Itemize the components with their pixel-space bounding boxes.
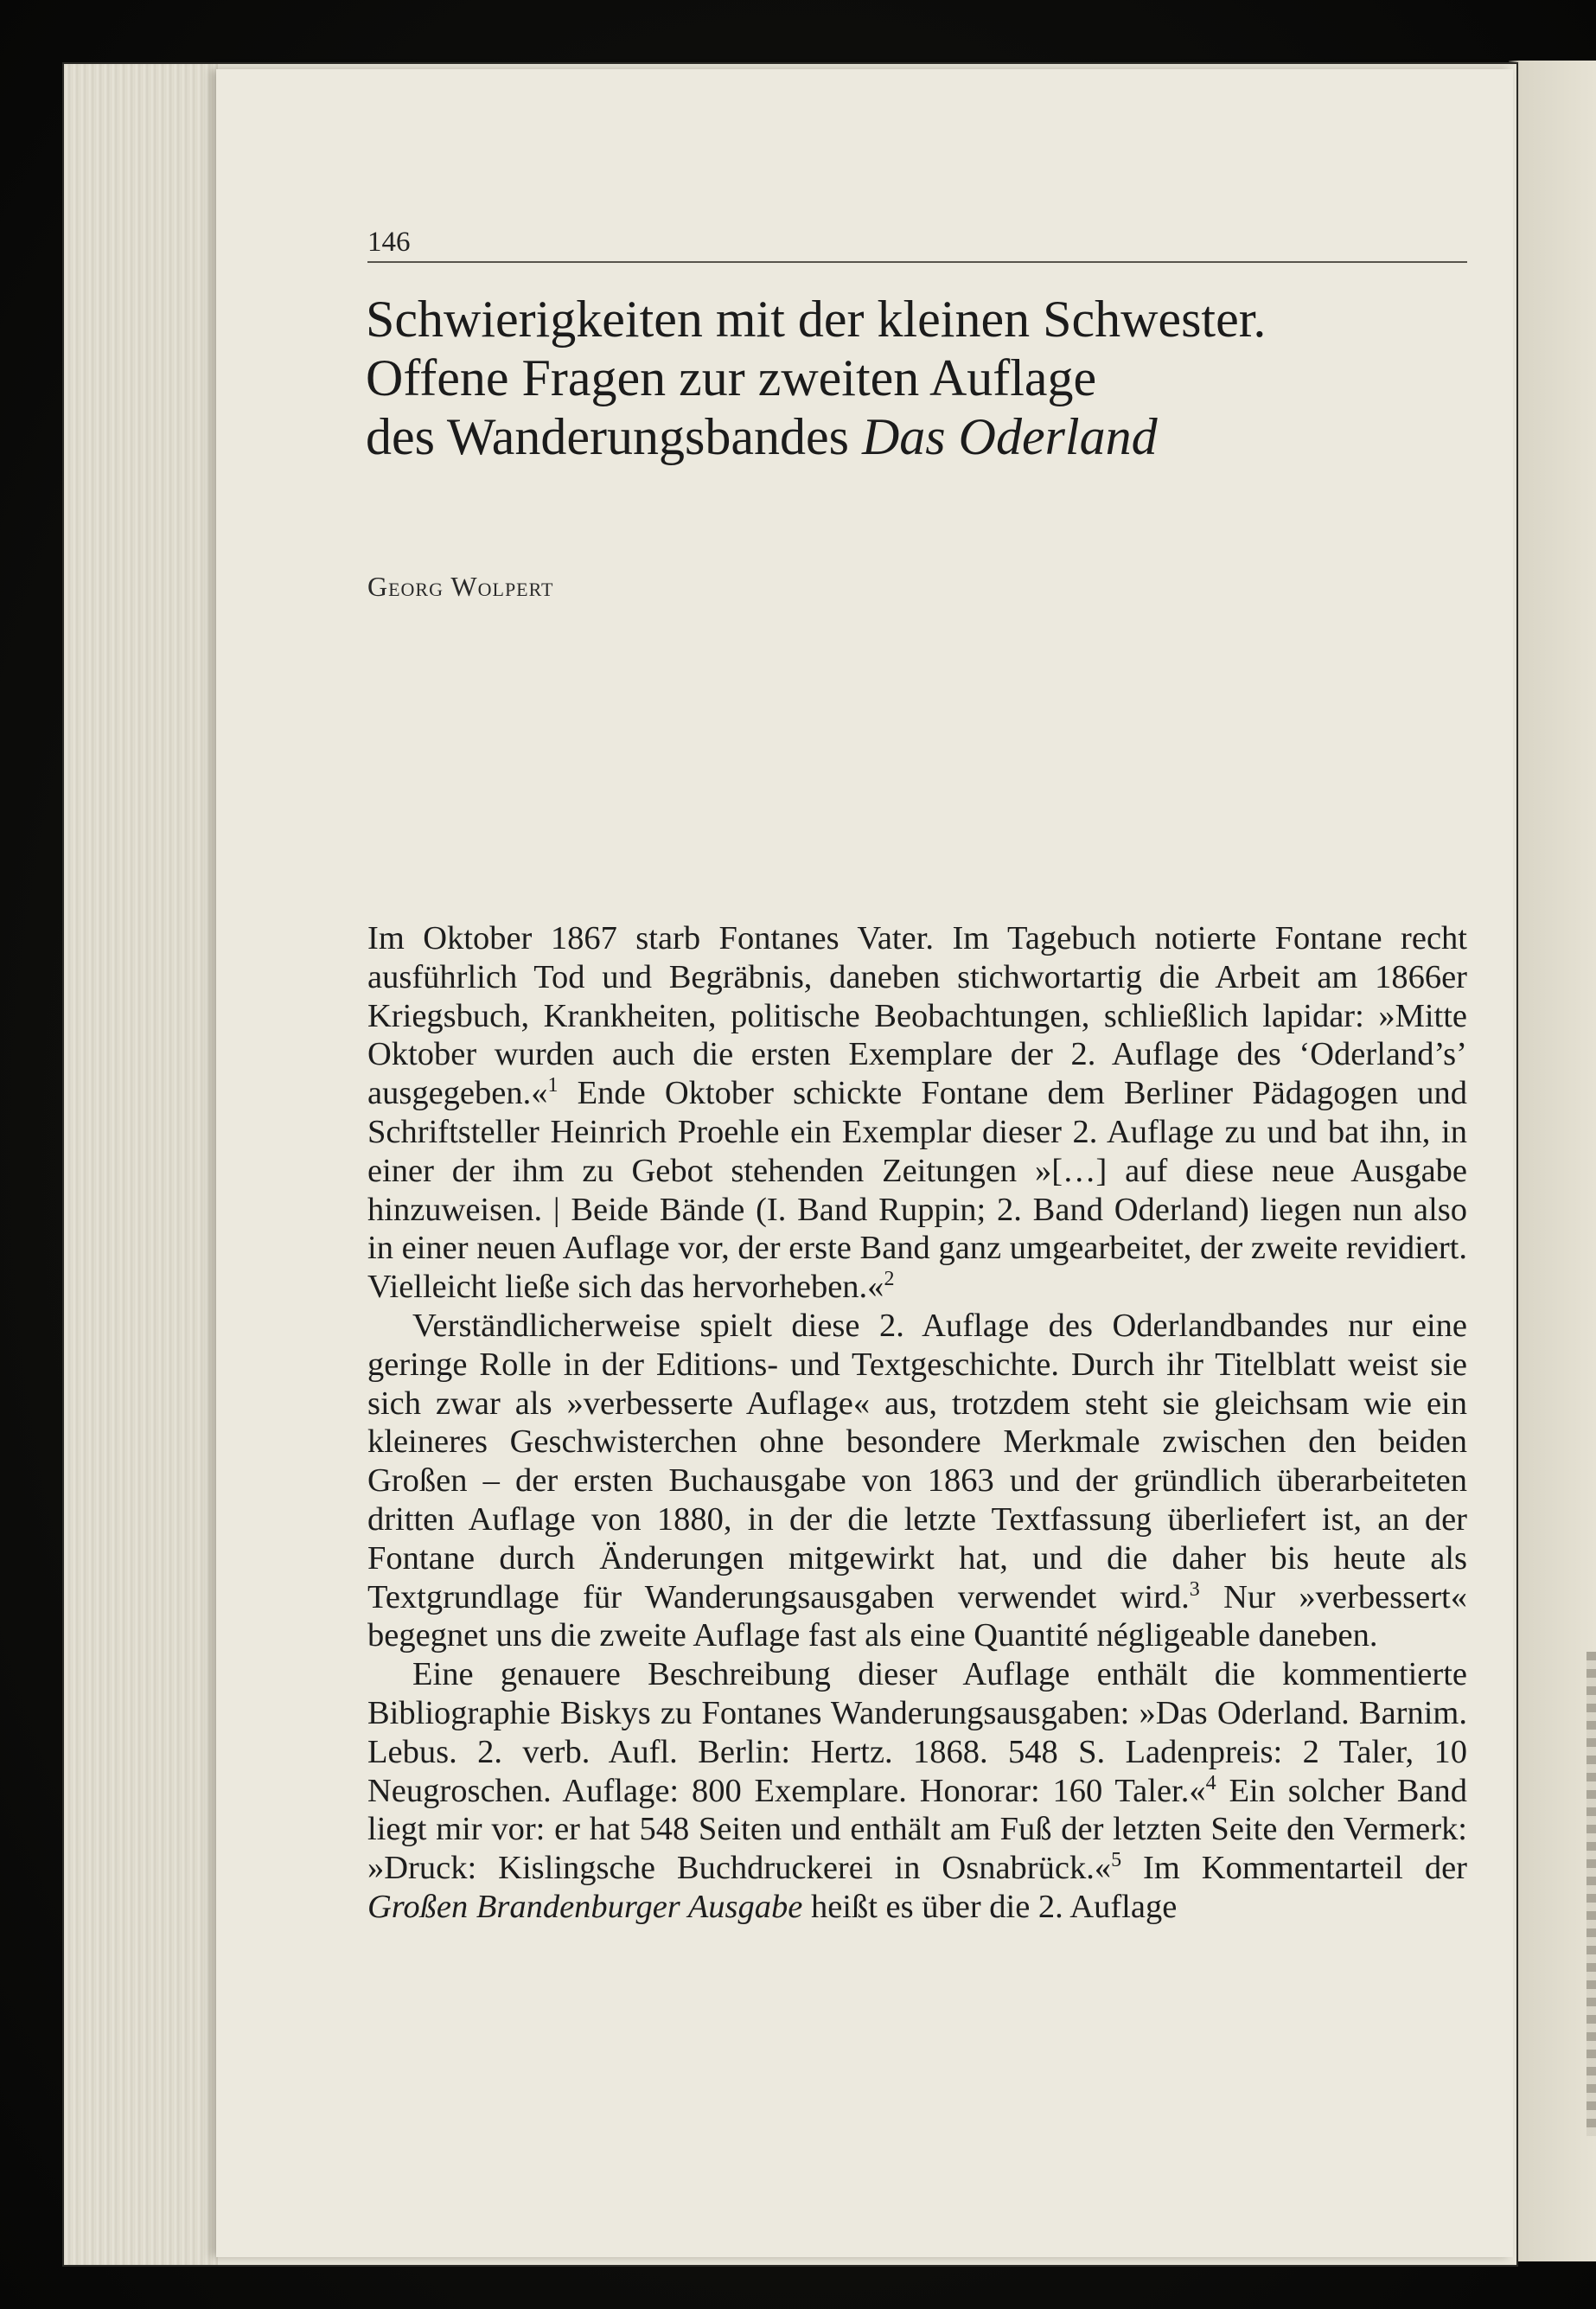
page-number: 146 bbox=[367, 227, 411, 258]
footnote-ref-1: 1 bbox=[547, 1074, 559, 1097]
footnote-ref-3: 3 bbox=[1189, 1577, 1200, 1601]
paragraph-2-text-2: Nur »verbessert« begegnet uns die zweite Auflage fast als eine Quantité négligeable daneben. bbox=[367, 1578, 1467, 1654]
paragraph-1-text-1: Im Oktober 1867 starb Fontanes Vater. Im Tagebuch notierte Fontane recht ausführlich Tod und Begräbnis, daneben stichwortartig die Arbeit am 1866er Kriegsbuch, Krankheiten, politische Beobachtungen, schließlich lapidar: »Mitte Oktober wurden auch die ersten Exemplare der 2. Auflage des ‘Oderland’s’ ausgegeben.« bbox=[367, 920, 1467, 1112]
stacked-page-edges bbox=[64, 64, 218, 2265]
footnote-ref-2: 2 bbox=[884, 1268, 895, 1291]
running-head bbox=[367, 227, 1467, 263]
paragraph-3-italic: Großen Brandenburger Ausgabe bbox=[367, 1888, 803, 1925]
paragraph-2-text-1: Verständlicherweise spielt diese 2. Auflage des Oderlandbandes nur eine geringe Rolle in der Editions- und Textgeschichte. Durch ihr Titelblatt weist sie sich zwar als »verbesserte Auflage« aus, trotzdem steht sie gleichsam wie ein kleineres Geschwisterchen ohne besondere Merkmale zwischen den beiden Großen – der ersten Buchausgabe von 1863 und der gründlich überarbeiteten dritten Auflage von 1880, in der die letzte Textfassung überliefert ist, an der Fontane durch Änderungen mitgewirkt hat, und die daher bis heute als Textgrundlage für Wanderungsausgaben verwendet wird. bbox=[367, 1307, 1467, 1615]
paragraph-1 bbox=[367, 919, 1467, 1307]
paragraph-3-text-4: heißt es über die 2. Auflage bbox=[802, 1888, 1178, 1925]
book-page bbox=[216, 69, 1513, 2257]
paragraph-3-text-3: Im Kommentarteil der bbox=[1121, 1850, 1467, 1887]
title-line-3-prefix: des Wanderungsbandes bbox=[366, 408, 862, 465]
article-title bbox=[366, 290, 1472, 466]
facing-page-edge bbox=[1509, 61, 1596, 2261]
paragraph-3 bbox=[367, 1655, 1467, 1927]
paragraph-3-text-1: Eine genauere Beschreibung dieser Auflage enthält die kommentierte Bibliographie Biskys zu Fontanes Wanderungsausgaben: »Das Oderland. Barnim. Lebus. 2. verb. Aufl. Berlin: Hertz. 1868. 548 S. Ladenpreis: 2 Taler, 10 Neugroschen. Auflage: 800 Exemplare. Honorar: 160 Taler.« bbox=[367, 1656, 1467, 1809]
title-line-2: Offene Fragen zur zweiten Auflage bbox=[366, 349, 1097, 406]
paragraph-3-text-2: Ein solcher Band liegt mir vor: er hat 548 Seiten und enthält am Fuß der letzten Seite den Vermerk: »Druck: Kislingsche Buchdruckerei in Osnabrück.« bbox=[367, 1772, 1467, 1887]
footnote-ref-5: 5 bbox=[1111, 1849, 1122, 1872]
body-text bbox=[367, 919, 1467, 1927]
paragraph-2 bbox=[367, 1307, 1467, 1655]
author-name: Georg Wolpert bbox=[367, 571, 554, 602]
title-line-3 bbox=[366, 407, 1472, 466]
title-italic: Das Oderland bbox=[861, 408, 1158, 465]
footnote-ref-4: 4 bbox=[1205, 1771, 1216, 1794]
facing-page-text-strip bbox=[1586, 1652, 1596, 2136]
title-line-1: Schwierigkeiten mit der kleinen Schwester. bbox=[366, 291, 1267, 348]
paragraph-1-text-2: Ende Oktober schickte Fontane dem Berliner Pädagogen und Schriftsteller Heinrich Proehle ein Exemplar dieser 2. Auflage zu und bat ihn, in einer der ihm zu Gebot stehenden Zeitungen »[…] auf diese neue Ausgabe hinzuweisen. | Beide Bände (I. Band Ruppin; 2. Band Oderland) liegen nun also in einer neuen Auflage vor, der erste Band ganz umgearbeitet, der zweite revidiert. Vielleicht ließe sich das hervorheben.« bbox=[367, 1075, 1467, 1306]
